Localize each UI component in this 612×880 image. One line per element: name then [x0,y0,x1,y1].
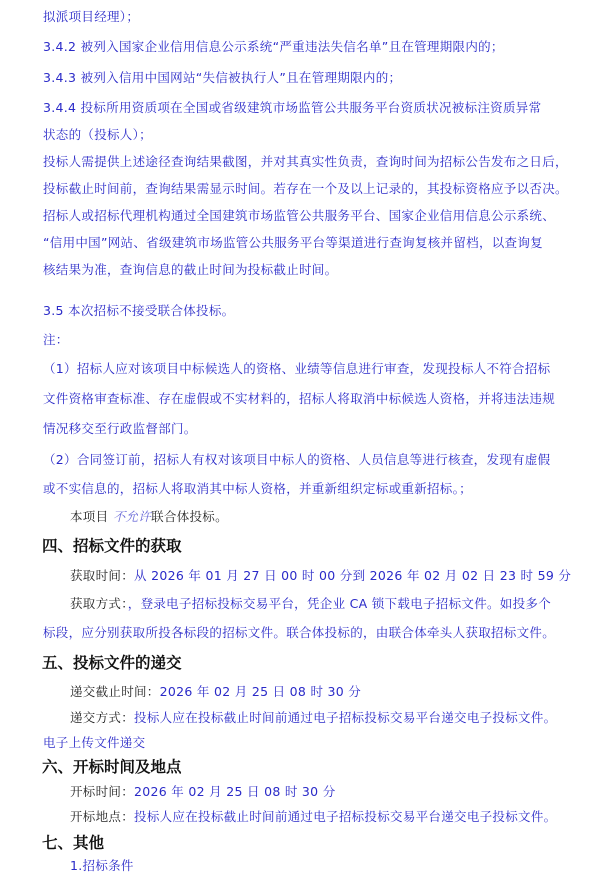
consortium-suffix: 联合体投标。 [151,509,228,524]
section-heading: 七、其他 [42,834,105,852]
section-heading: 五、投标文件的递交 [42,654,182,672]
acquire-time-line [70,568,571,584]
opening-time-line [70,784,336,800]
field-label: 开标时间： [70,784,135,799]
text-line: 电子上传文件递交 [43,735,146,750]
submit-method-line [70,710,556,726]
text-line: （2）合同签订前，招标人有权对该项目中标人的资格、人员信息等进行核查，发现有虚假 [43,452,551,467]
text-line: 投标人需提供上述途径查询结果截图，并对其真实性负责，查询时间为招标公告发布之日后， [43,154,568,169]
text-line: 拟派项目经理）； [43,9,140,24]
field-label: 获取方式： [70,596,128,611]
consortium-value: 不允许 [112,509,152,524]
text-line: 注： [43,332,69,347]
field-value: ，登录电子招标投标交易平台，凭企业 CA 锁下载电子招标文件。如投多个 [127,596,551,611]
text-line: 核结果为准，查询信息的截止时间为投标截止时间。 [43,262,338,277]
text-line: （1）招标人应对该项目中标候选人的资格、业绩等信息进行审查，发现投标人不符合招标 [43,361,551,376]
field-label: 递交方式： [70,710,135,725]
field-value: 从 2026 年 01 月 27 日 00 时 00 分到 2026 年 02 月 02 日 23 时 59 分 [134,568,572,583]
field-value: 投标人应在投标截止时间前通过电子招标投标交易平台递交电子投标文件。 [134,710,557,725]
text-line: 3.4.4 投标所用资质项在全国或省级建筑市场监管公共服务平台资质状况被标注资质异常 [43,100,542,115]
text-line: 3.4.3 被列入信用中国网站“失信被执行人”且在管理期限内的； [43,70,402,85]
text-line: 情况移交至行政监督部门。 [43,421,197,436]
consortium-prefix: 本项目 [70,509,109,524]
text-line: 文件资格审查标准、存在虚假或不实材料的，招标人将取消中标候选人资格，并将违法违规 [43,391,556,406]
text-line: 3.4.2 被列入国家企业信用信息公示系统“严重违法失信名单”且在管理期限内的； [43,39,504,54]
text-line: 1.招标条件 [70,858,134,873]
acquire-method-line [70,596,551,612]
field-label: 获取时间： [70,568,135,583]
text-line: “信用中国”网站、省级建筑市场监管公共服务平台等渠道进行查询复核并留档，以查询复 [43,235,543,250]
text-line: 3.5 本次招标不接受联合体投标。 [43,303,235,318]
field-label: 开标地点： [70,809,135,824]
text-line: 或不实信息的，招标人将取消其中标人资格，并重新组织定标或重新招标。； [43,481,472,496]
deadline-line [70,684,361,700]
consortium-line [70,509,228,525]
field-label: 递交截止时间： [70,684,160,699]
field-value: 2026 年 02 月 25 日 08 时 30 分 [159,684,362,699]
field-value: 投标人应在投标截止时间前通过电子招标投标交易平台递交电子投标文件。 [134,809,557,824]
section-heading: 六、开标时间及地点 [42,758,182,776]
text-line: 状态的（投标人）； [43,127,152,142]
field-value: 2026 年 02 月 25 日 08 时 30 分 [134,784,336,799]
text-line: 投标截止时间前，查询结果需显示时间。若存在一个及以上记录的，其投标资格应予以否决。 [43,181,568,196]
opening-place-line [70,809,556,825]
section-heading: 四、招标文件的获取 [42,537,182,555]
text-line: 标段，应分别获取所投各标段的招标文件。联合体投标的，由联合体牵头人获取招标文件。 [43,625,556,640]
text-line: 招标人或招标代理机构通过全国建筑市场监管公共服务平台、国家企业信用信息公示系统、 [43,208,556,223]
